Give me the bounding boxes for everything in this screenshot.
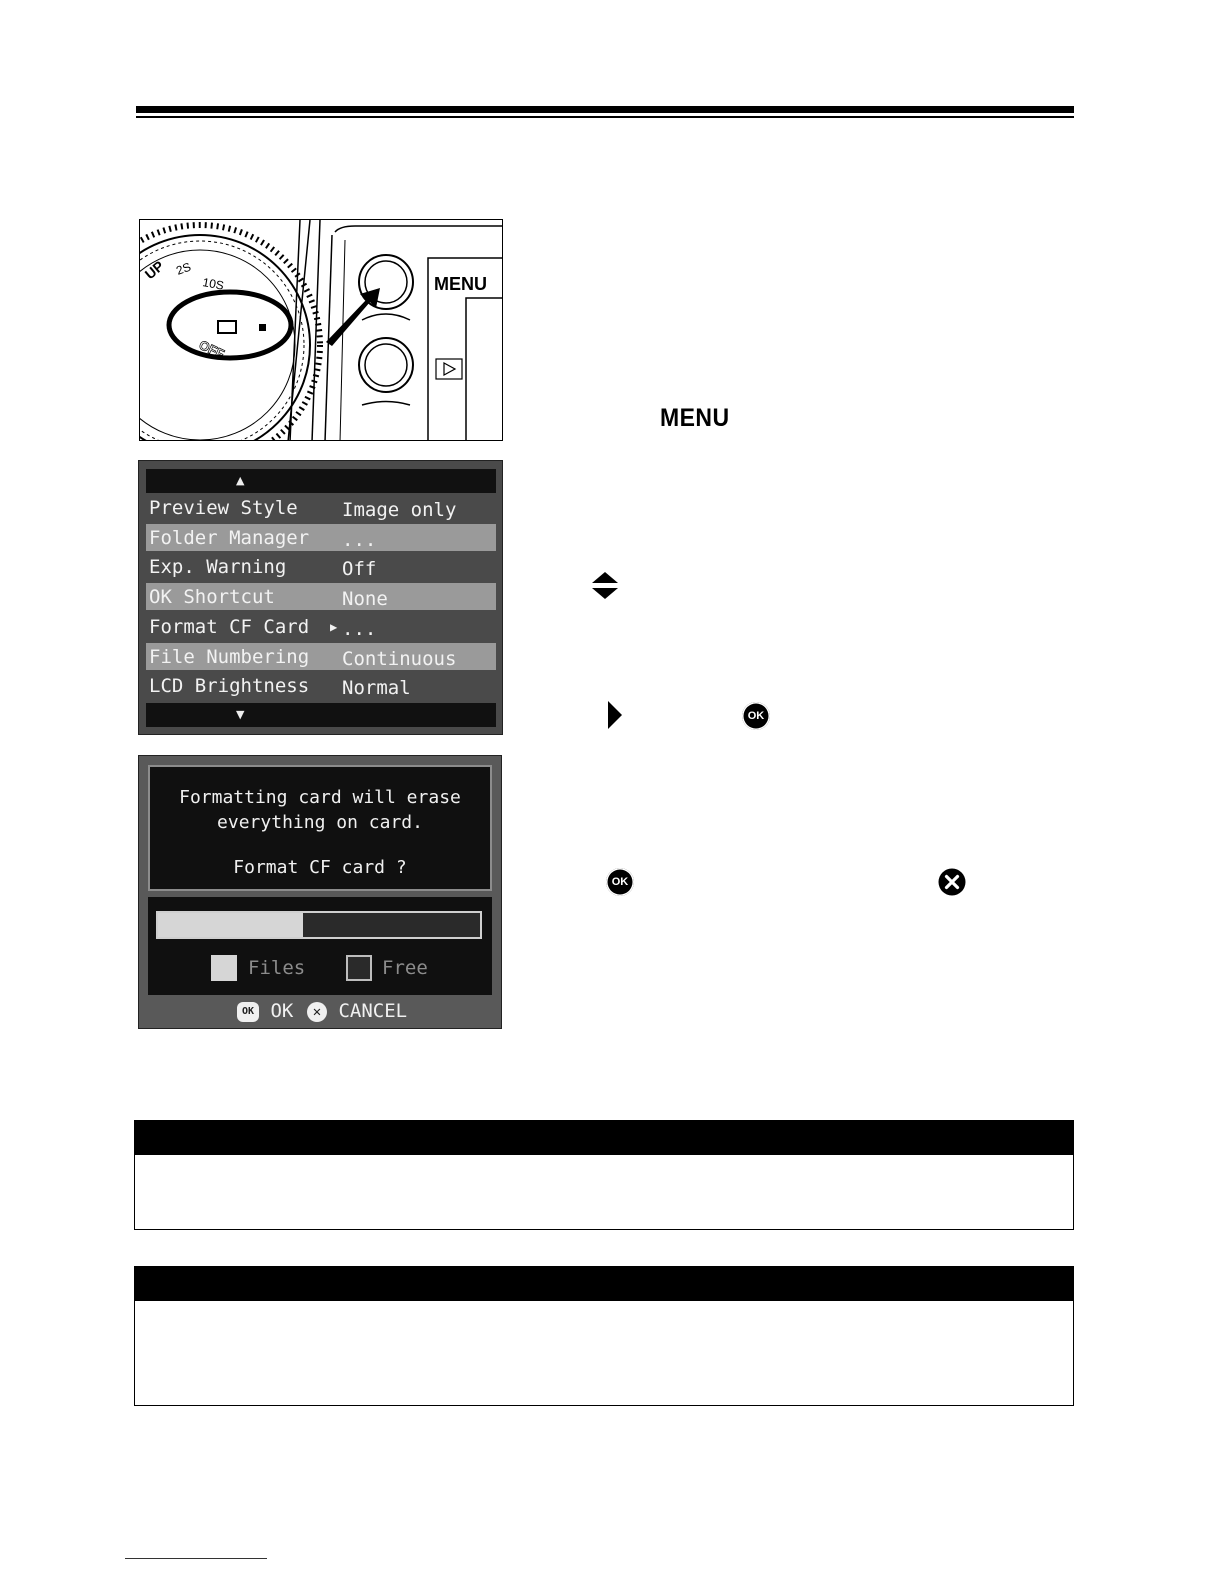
step3-ok-icon: OK — [742, 702, 770, 730]
menu-row[interactable] — [146, 583, 496, 610]
dialog-cancel-label: CANCEL — [338, 1000, 408, 1022]
menu-scroll-up[interactable] — [146, 469, 496, 493]
menu-row-value: ... — [342, 617, 377, 640]
dialog-cancel-button[interactable] — [307, 996, 407, 1026]
header-rule-thick — [136, 106, 1074, 113]
card-usage-bar — [156, 911, 482, 939]
up-down-selector-icon — [589, 571, 621, 605]
note-box-1-header — [135, 1121, 1073, 1155]
scroll-up-icon: ▲ — [236, 474, 245, 487]
dialog-question: Format CF card ? — [233, 857, 407, 878]
dialog-footer — [139, 996, 501, 1026]
dial-mark-up: UP — [141, 257, 167, 283]
dialog-message-line1: Formatting card will erase — [179, 787, 461, 808]
menu-row[interactable] — [146, 524, 496, 551]
dial-mark-10s: 10S — [201, 275, 225, 293]
legend-files-label: Files — [248, 957, 306, 979]
menu-row[interactable] — [146, 613, 496, 640]
menu-row[interactable] — [146, 553, 496, 580]
camera-menu-label: MENU — [434, 274, 487, 294]
menu-row-value: None — [342, 588, 388, 611]
menu-row-label: Folder Manager — [149, 526, 310, 549]
cancel-x-icon — [938, 868, 966, 900]
card-usage-panel — [148, 897, 492, 995]
menu-row[interactable] — [146, 672, 496, 699]
note-box-2 — [134, 1266, 1074, 1406]
card-usage-files-fill — [158, 913, 303, 937]
note-box-2-header — [135, 1267, 1073, 1301]
right-arrow-icon — [607, 700, 623, 734]
dial-mark-off: OFF — [196, 337, 227, 362]
menu-row[interactable] — [146, 494, 496, 521]
menu-row-label: OK Shortcut — [149, 586, 275, 609]
menu-row-value: ... — [342, 528, 377, 551]
step1-menu-button-glyph: MENU — [660, 404, 730, 432]
dialog-ok-label: OK — [270, 1000, 294, 1022]
menu-row-label: Exp. Warning — [149, 556, 287, 579]
dialog-ok-button[interactable] — [237, 996, 293, 1026]
menu-row-value: Off — [342, 558, 377, 581]
note-box-1 — [134, 1120, 1074, 1230]
step4-ok-icon: OK — [606, 868, 634, 896]
lcd-menu-screen — [138, 460, 503, 735]
legend-free-swatch — [346, 955, 372, 981]
camera-illustration — [139, 219, 503, 441]
format-dialog — [138, 755, 502, 1029]
dial-mark-2s: 2S — [174, 259, 193, 278]
cancel-icon: ✕ — [307, 1002, 327, 1022]
menu-selection-cursor-icon: ▶ — [330, 619, 338, 634]
legend-free-label: Free — [382, 957, 428, 979]
dialog-message-panel — [148, 765, 492, 891]
menu-row[interactable] — [146, 643, 496, 670]
menu-row-label: Preview Style — [149, 497, 298, 519]
menu-row-value: Normal — [342, 677, 411, 700]
menu-row-value: Continuous — [342, 647, 457, 670]
menu-row-label: Format CF Card — [149, 615, 310, 638]
dialog-message-line2: everything on card. — [217, 812, 423, 833]
press-arrow-icon — [326, 288, 380, 346]
legend-files-swatch — [211, 955, 237, 981]
camera-drawing — [140, 220, 503, 441]
footer-rule — [125, 1558, 267, 1559]
menu-row-label: File Numbering — [149, 645, 310, 668]
menu-row-label: LCD Brightness — [149, 675, 310, 698]
menu-scroll-down[interactable] — [146, 703, 496, 727]
header-rule-thin — [136, 116, 1074, 118]
menu-row-value: Image only — [342, 499, 457, 521]
ok-icon: OK — [237, 1002, 259, 1022]
scroll-down-icon: ▼ — [236, 708, 245, 721]
